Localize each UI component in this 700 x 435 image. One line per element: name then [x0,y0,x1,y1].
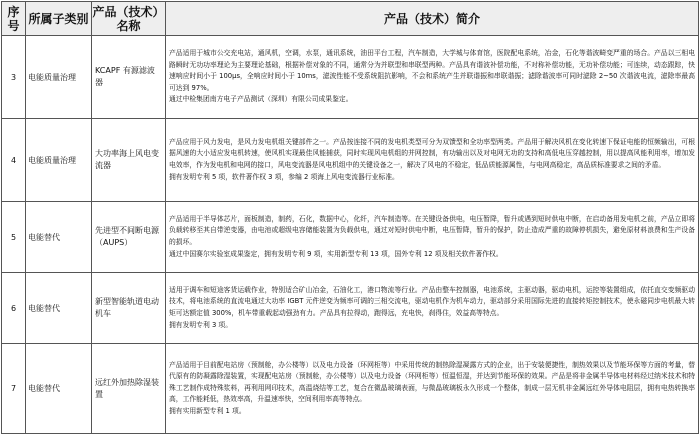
row-number: 7 [2,344,26,434]
table-row [2,344,699,434]
intro-paragraph: 通过中检集团南方电子产品测试（深圳）有限公司成果鉴定。 [169,95,353,104]
table-header-row [2,2,699,36]
row-category: 电能质量治理 [26,119,92,202]
row-intro [166,344,699,434]
row-product-name: 大功率海上风电变流器 [92,119,166,202]
intro-paragraph: 拥有实用新型专利 1 项。 [169,406,246,415]
intro-paragraph: 产品适用于半导体芯片，面板制造，制药，石化，数据中心，化纤，汽车制造等。在关键设备供电，电压暂降，暂升或遇到短时供电中断，在启动备用发电机之前，产品立即将负载转移至其自带逆变器，由电池或超级电容储能装置为负载供电，通过对短时供电中断，电压暂降，暂升的保护，防止造成严重的故障停机损失，避免原材料浪费和生产设备的损坏。 [169,214,695,246]
header-intro: 产品（技术）简介 [166,2,699,36]
table-row [2,202,699,273]
table-row [2,119,699,202]
intro-paragraph: 拥有发明专利 5 项，软件著作权 3 项，参编 2 项海上风电变流器行业标准。 [169,172,399,181]
table-row [2,36,699,119]
header-product: 产品（技术）名称 [92,2,166,36]
intro-paragraph: 产品适用于城市公交充电站，通风机，空调，水泵，通讯系统，油田平台工程，汽车制造，大学城与体育馆，医院配电系统，冶金，石化等谐波畸变严重的场合。产品以三相电路瞬时无功功率理论为主要理论基础，根据补偿对象的不同，通常分为并联型和串联型两种。产品具有谐波补偿功能，不对称补偿功能，无功补偿功能；可连续，动态跟踪，快速响应时间小于 100μs，全响应时间小于 10ms，滤波性能不受系统阻抗影响，不会和系统产生并联谐振和串联谐振；滤除谐波率可同时滤除 2~50 次谐波电流，滤除率最高可达到 97%。 [169,49,695,92]
intro-paragraph: 拥有发明专利 3 项。 [169,320,233,329]
row-number: 6 [2,273,26,344]
intro-paragraph: 适用于调车和短途客货运载作业，特别适合矿山冶金，石油化工，港口物流等行业。产品由整车控制器，电池系统，主驱动器，驱动电机，运控等装置组成，依托直交变频驱动技术，将电池系统的直流电通过大功率 IGBT 元件逆变为频率可调的三相交流电，驱动电机作为机车动力，驱动部分采用国际先进的直接转矩控制技术，使永磁同步电机最大转矩可达额定值 300%，机车带重载起动强劲有力。产品具有拉得动，跑得远，充电快，刹得住，效益高等特点。 [169,285,695,317]
row-category: 电能替代 [26,273,92,344]
intro-paragraph: 产品适用于目前配电站房（预制舱，办公楼等）以及电力设备（环网柜等）中采用传统的制热除湿凝露方式的企业，出于安装便捷性，制热效果以及节能环保等方面的考量，替代原有的防凝露除湿装置，实现配电站房（预制舱，办公楼等）以及电力设备（环网柜等）恒温恒湿，并达到节能环保的效果。产品是将非金属半导体电材料经过纳米技术和特殊工艺制作成特殊浆料，再利用网印技术，高温烧结等工艺，复合在微晶玻璃表面，与微晶玻璃板永久形成一个整体，制成一层无机非金属远红外导体电阻层，拥有电热转换率高，工作能耗低，热效率高，升温速率快，空间利用率高等特点。 [169,360,695,404]
table-row [2,273,699,344]
row-intro [166,273,699,344]
row-intro [166,119,699,202]
row-product-name: 新型智能轨道电动机车 [92,273,166,344]
row-category: 电能质量治理 [26,36,92,119]
intro-paragraph: 产品应用于风力发电，是风力发电机组关键部件之一。产品按连接不同的发电机类型可分为双馈型和全功率型两类。产品用于解决风机在变化转速下保证电能的恒频输出，可根据风速的大小适应发电机转速，使风机实现最佳风能捕获，同时实现风电机组的并网控制，有功输出以及对电网无功的支持和高低电压穿越控制，用以提高风能利用率，增加发电效率，作为发电机和电网的接口，风电变流器是风电机组中的关键设备之一，解决了风电的不稳定，低品质能源属性，与电网高稳定，高品质标准要求之间的矛盾。 [169,137,695,169]
header-category: 所属子类别 [26,2,92,36]
header-no: 序号 [2,2,26,36]
row-category: 电能替代 [26,344,92,434]
row-number: 5 [2,202,26,273]
row-category: 电能替代 [26,202,92,273]
row-product-name: KCAPF 有源滤波器 [92,36,166,119]
row-intro [166,202,699,273]
intro-paragraph: 通过中国赛尔实验室成果鉴定，拥有发明专利 9 项，实用新型专利 13 项，国外专利 12 项及相关软件著作权。 [169,249,503,258]
row-number: 4 [2,119,26,202]
row-number: 3 [2,36,26,119]
row-intro [166,36,699,119]
row-product-name: 远红外加热除湿装置 [92,344,166,434]
row-product-name: 先进型不间断电源（AUPS） [92,202,166,273]
technology-table [1,1,699,434]
